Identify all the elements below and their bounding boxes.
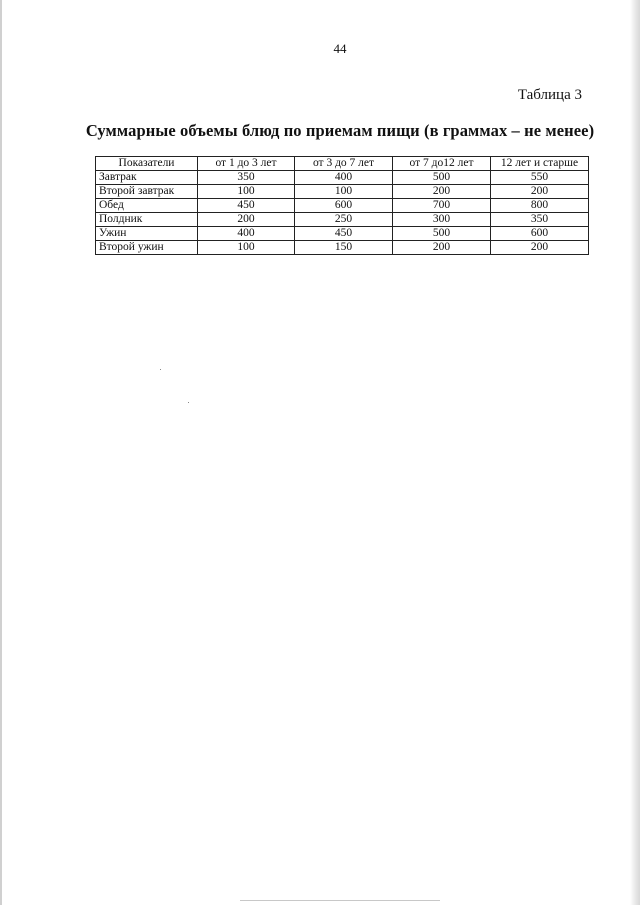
row-label: Второй завтрак	[96, 185, 198, 199]
row-label: Завтрак	[96, 171, 198, 185]
row-label: Полдник	[96, 213, 198, 227]
row-value: 600	[295, 199, 393, 213]
row-value: 700	[393, 199, 491, 213]
row-value: 350	[198, 171, 295, 185]
row-value: 100	[198, 241, 295, 255]
row-label: Обед	[96, 199, 198, 213]
table-caption-label: Таблица 3	[517, 87, 582, 103]
table-row	[96, 213, 589, 227]
row-value: 200	[491, 185, 589, 199]
page-bottom-edge	[240, 900, 440, 901]
row-value: 350	[491, 213, 589, 227]
row-label: Ужин	[96, 227, 198, 241]
row-value: 200	[198, 213, 295, 227]
header-age-12-plus: 12 лет и старше	[491, 157, 589, 171]
table-header-row	[96, 157, 589, 171]
meal-volumes-table	[95, 156, 589, 255]
table-row	[96, 185, 589, 199]
row-value: 100	[198, 185, 295, 199]
header-age-3-7: от 3 до 7 лет	[295, 157, 393, 171]
row-value: 450	[198, 199, 295, 213]
header-indicators: Показатели	[96, 157, 198, 171]
row-label: Второй ужин	[96, 241, 198, 255]
table-row	[96, 171, 589, 185]
row-value: 500	[393, 171, 491, 185]
row-value: 550	[491, 171, 589, 185]
table-row	[96, 241, 589, 255]
header-age-7-12: от 7 до12 лет	[393, 157, 491, 171]
row-value: 500	[393, 227, 491, 241]
row-value: 300	[393, 213, 491, 227]
page-number: 44	[333, 41, 347, 56]
row-value: 100	[295, 185, 393, 199]
table-row	[96, 227, 589, 241]
row-value: 150	[295, 241, 393, 255]
row-value: 400	[198, 227, 295, 241]
table-row	[96, 199, 589, 213]
row-value: 450	[295, 227, 393, 241]
row-value: 800	[491, 199, 589, 213]
row-value: 250	[295, 213, 393, 227]
row-value: 400	[295, 171, 393, 185]
row-value: 600	[491, 227, 589, 241]
row-value: 200	[393, 241, 491, 255]
scan-speck	[160, 369, 161, 370]
scan-speck	[188, 402, 189, 403]
header-age-1-3: от 1 до 3 лет	[198, 157, 295, 171]
row-value: 200	[393, 185, 491, 199]
row-value: 200	[491, 241, 589, 255]
table-title: Суммарные объемы блюд по приемам пищи (в граммах – не менее)	[85, 121, 595, 140]
